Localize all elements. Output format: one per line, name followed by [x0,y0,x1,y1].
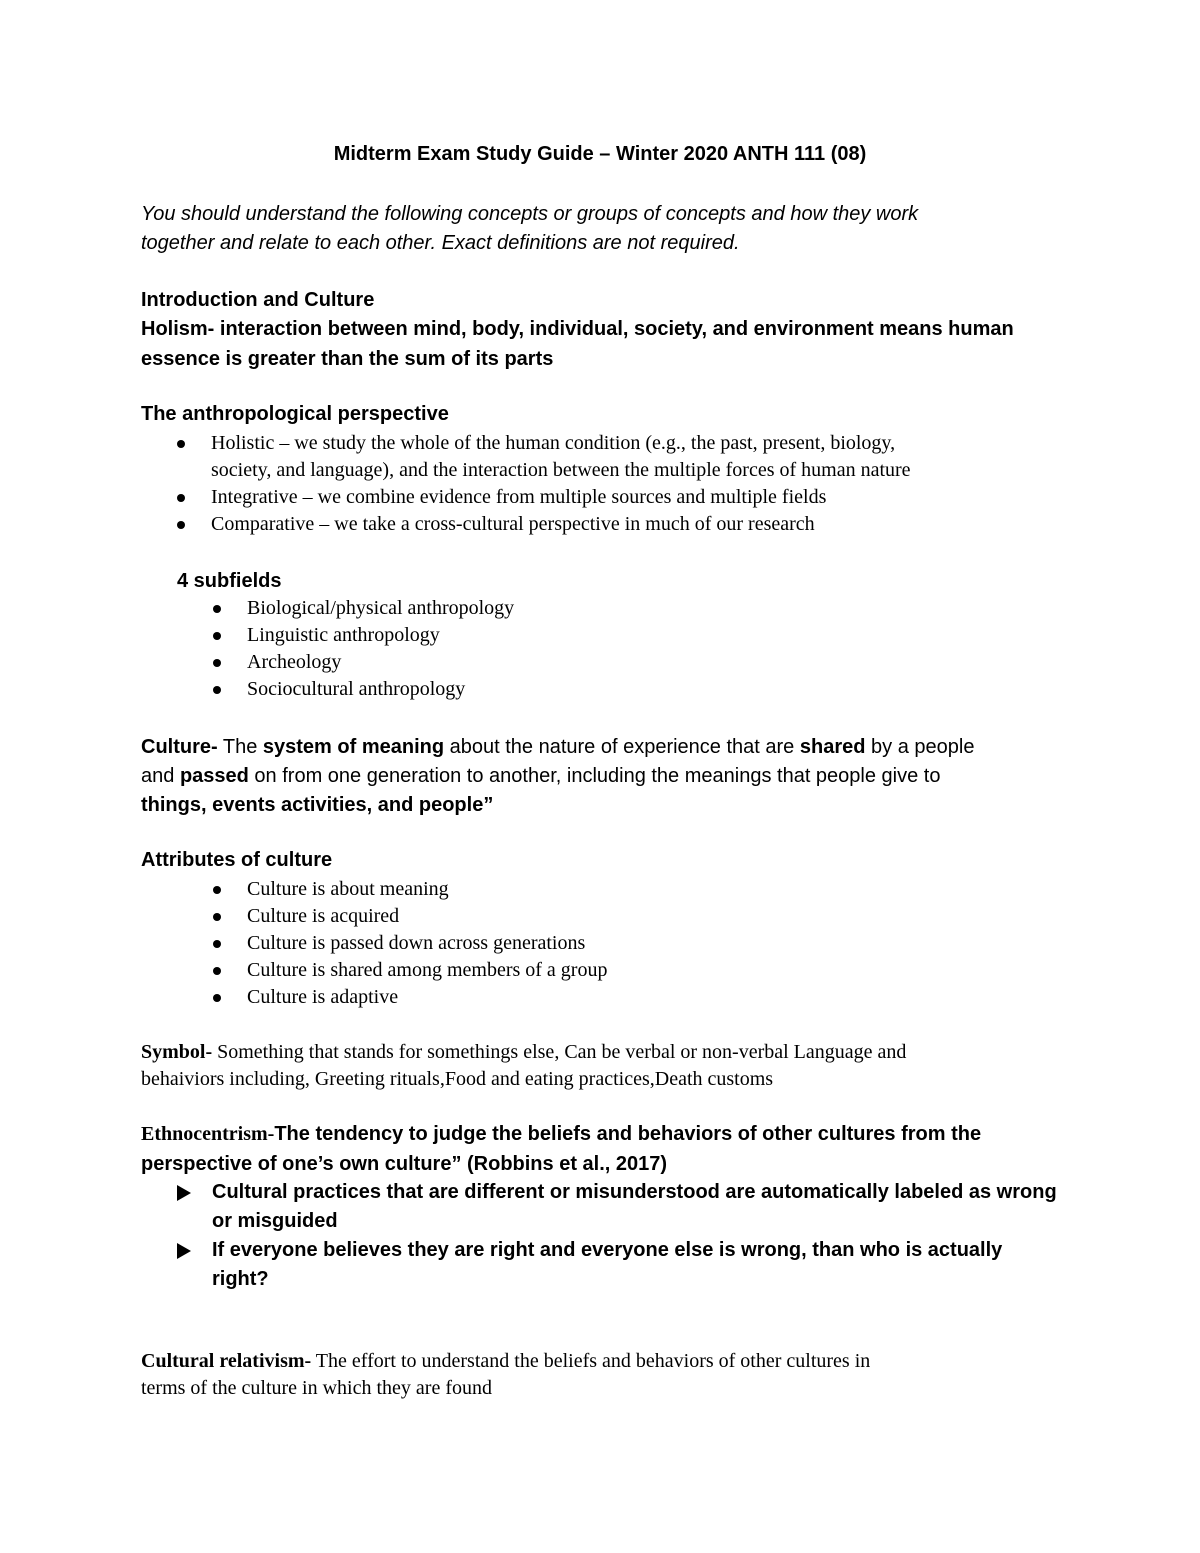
heading-4-subfields: 4 subfields [177,570,282,592]
symbol-line-1: Symbol- Something that stands for somethings else, Can be verbal or non-verbal Language and [141,1041,907,1063]
relativism-line-1: Cultural relativism- The effort to understand the beliefs and behaviors of other cultures in [141,1350,871,1372]
list-item: Integrative – we combine evidence from multiple sources and multiple fields [211,484,911,511]
list-item: Holistic – we study the whole of the human condition (e.g., the past, present, biology, society, and language), and the interaction between the multiple forces of human nature [211,430,911,484]
bullet-icon [213,967,221,975]
bullet-icon [213,913,221,921]
arrow-bullet-icon [177,1185,191,1201]
bullet-icon [213,632,221,640]
heading-anthropological-perspective: The anthropological perspective [141,403,449,425]
list-item: Culture is about meaning [247,876,607,903]
holism-line-1: Holism- interaction between mind, body, individual, society, and environment means human [141,318,1014,340]
holism-line-2: essence is greater than the sum of its parts [141,348,554,370]
culture-definition-line-3: things, events activities, and people” [141,794,494,816]
bullet-icon [177,521,185,529]
list-item: Culture is adaptive [247,984,607,1011]
ethnocentrism-list [212,1178,1057,1294]
list-item: Cultural practices that are different or misunderstood are automatically labeled as wrong or misguided [212,1178,1057,1236]
culture-definition-line-1: Culture- The system of meaning about the nature of experience that are shared by a people [141,736,975,758]
bullet-icon [213,940,221,948]
bullet-icon [213,886,221,894]
relativism-line-2: terms of the culture in which they are found [141,1377,492,1399]
intro-line-2: together and relate to each other. Exact definitions are not required. [141,232,740,254]
list-item: If everyone believes they are right and everyone else is wrong, than who is actually right? [212,1236,1057,1294]
bullet-icon [213,686,221,694]
heading-introduction-culture: Introduction and Culture [141,289,375,311]
bullet-icon [213,659,221,667]
ethnocentrism-line-1: Ethnocentrism-The tendency to judge the beliefs and behaviors of other cultures from the [141,1123,982,1145]
page-title: Midterm Exam Study Guide – Winter 2020 ANTH 111 (08) [333,143,867,165]
heading-attributes-of-culture: Attributes of culture [141,849,333,871]
list-item: Linguistic anthropology [247,622,514,649]
list-item: Comparative – we take a cross-cultural perspective in much of our research [211,511,911,538]
bullet-icon [177,494,185,502]
list-item: Biological/physical anthropology [247,595,514,622]
arrow-bullet-icon [177,1243,191,1259]
perspective-list [211,430,911,538]
list-item: Archeology [247,649,514,676]
list-item: Culture is acquired [247,903,607,930]
list-item: Culture is shared among members of a group [247,957,607,984]
culture-definition-line-2: and passed on from one generation to another, including the meanings that people give to [141,765,941,787]
bullet-icon [213,994,221,1002]
list-item: Sociocultural anthropology [247,676,514,703]
subfields-list [247,595,514,703]
list-item: Culture is passed down across generations [247,930,607,957]
symbol-line-2: behaiviors including, Greeting rituals,Food and eating practices,Death customs [141,1068,774,1090]
ethnocentrism-line-2: perspective of one’s own culture” (Robbins et al., 2017) [141,1153,668,1175]
attributes-list [247,876,607,1011]
bullet-icon [213,605,221,613]
bullet-icon [177,440,185,448]
intro-line-1: You should understand the following concepts or groups of concepts and how they work [141,203,919,225]
